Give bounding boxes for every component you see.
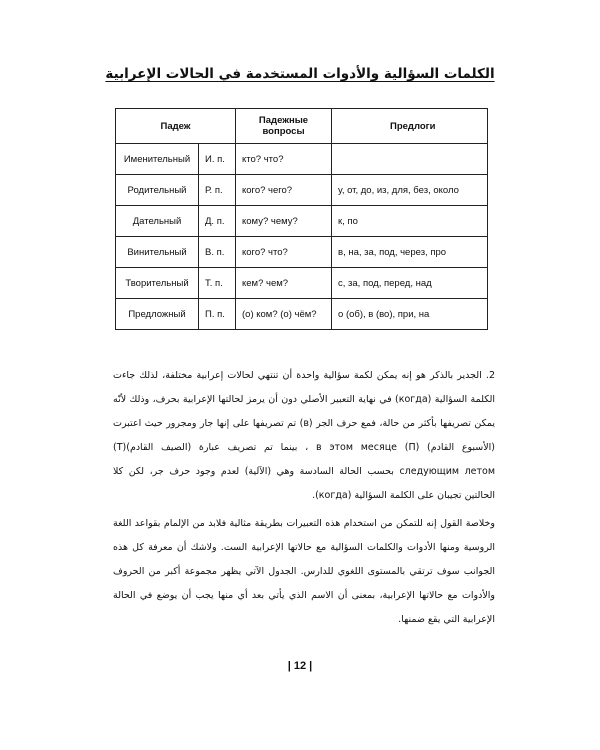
page-title [0, 66, 600, 82]
case-prepositions: в, на, за, под, через, про [332, 237, 488, 268]
case-abbr: П. п. [199, 299, 236, 330]
header-case: Падеж [116, 109, 236, 144]
case-name: Именительный [116, 144, 199, 175]
table-row [116, 206, 488, 237]
case-prepositions: с, за, под, перед, над [332, 268, 488, 299]
table-row [116, 175, 488, 206]
header-prepositions: Предлоги [332, 109, 488, 144]
case-questions: кому? чему? [236, 206, 332, 237]
case-prepositions: к, по [332, 206, 488, 237]
case-name: Дательный [116, 206, 199, 237]
case-questions: кто? что? [236, 144, 332, 175]
page-number: | 12 | [287, 660, 313, 672]
case-questions: (о) ком? (о) чём? [236, 299, 332, 330]
case-name: Творительный [116, 268, 199, 299]
table-row [116, 299, 488, 330]
case-name: Родительный [116, 175, 199, 206]
case-abbr: И. п. [199, 144, 236, 175]
case-questions: кого? что? [236, 237, 332, 268]
case-abbr: Р. п. [199, 175, 236, 206]
case-questions: кем? чем? [236, 268, 332, 299]
table-header-row [116, 109, 488, 144]
paragraph-conclusion: وخلاصة القول إنه للتمكن من استخدام هذه التعبيرات بطريقة مثالية فلابد من الإلمام بقواعد اللغة الروسية ومنها الأدوات والكلمات السؤالية مع حالاتها الإعرابية الست. ولاشك أن معرفة كل هذه الجوانب سوف ترتقي بالمستوى اللغوي للدارس. الجدول الآتي يظهر مجموعة أكبر من الحروف والأدوات مع حالاتها الإعرابية، بمعنى أن الاسم الذي يأتي بعد أي منها يجب أن يوضع في الحالة الإعرابية التي يقع ضمنها. [113, 517, 495, 625]
case-questions: кого? чего? [236, 175, 332, 206]
case-abbr: Д. п. [199, 206, 236, 237]
case-prepositions [332, 144, 488, 175]
table-row [116, 237, 488, 268]
case-abbr: В. п. [199, 237, 236, 268]
paragraph-case-note: 2. الجدير بالذكر هو إنه يمكن لكمة سؤالية واحدة أن تنتهي لحالات إعرابية مختلفة، لذلك جاءت الكلمة السؤالية (когда) في نهاية التعبير الأصلي دون أن يرمز لحالتها الإعرابية بحرف، وذلك لأنّه يمكن تصريفها بأكثر من حالة، فمع حرف الجر (в) تم تصريفها على إنها جار ومجرور حيث اعتبرت (الأسبوع القادم) в этом месяце (П) ، بينما تم تصريف عبارة (الصيف القادم)(Т) следующим летом بحسب الحالة السادسة وهي (الآلية) لعدم وجود حرف جر، لكن كلا الحالتين تجيبان على الكلمة السؤالية (когда). [113, 369, 496, 501]
case-name: Винительный [116, 237, 199, 268]
cases-table [115, 108, 488, 330]
case-prepositions: о (об), в (во), при, на [332, 299, 488, 330]
page-title-text: الكلمات السؤالية والأدوات المستخدمة في الحالات الإعرابية [105, 66, 495, 82]
table-row [116, 268, 488, 299]
table-row [116, 144, 488, 175]
header-questions: Падежные вопросы [236, 109, 332, 144]
case-abbr: Т. п. [199, 268, 236, 299]
case-prepositions: у, от, до, из, для, без, около [332, 175, 488, 206]
case-name: Предложный [116, 299, 199, 330]
